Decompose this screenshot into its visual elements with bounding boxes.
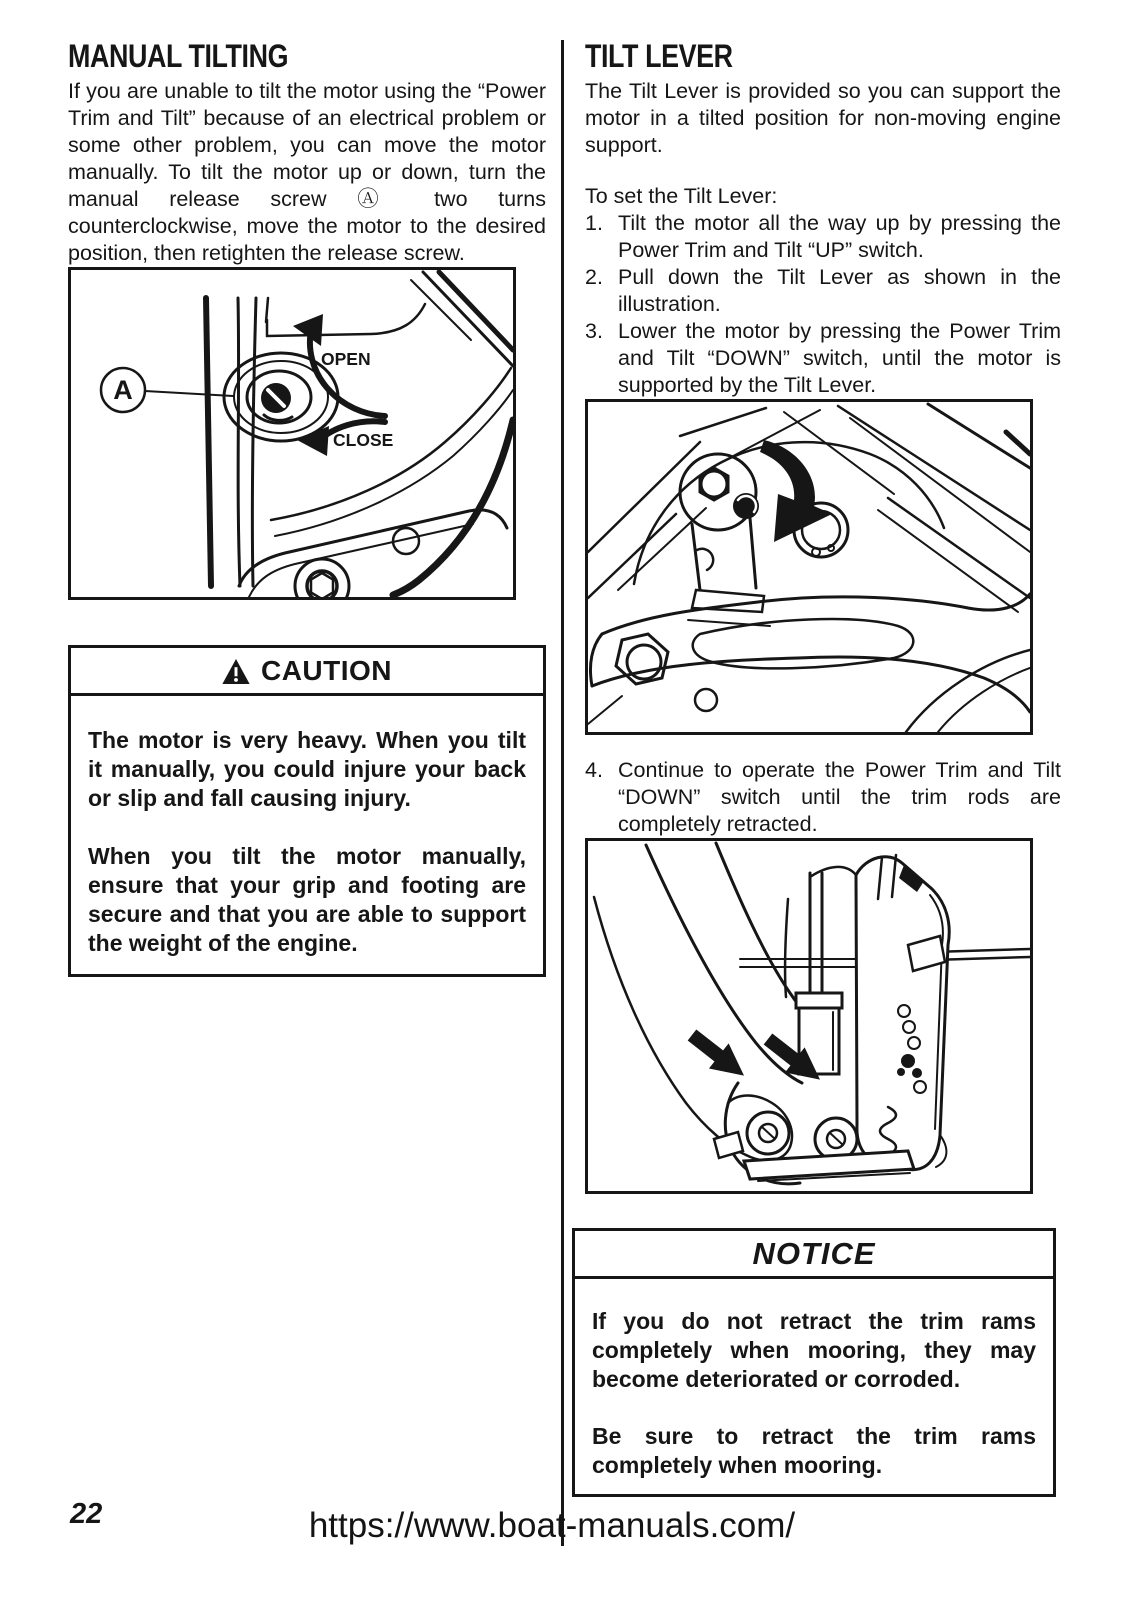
figure-trim-rods xyxy=(585,838,1033,1194)
caution-body xyxy=(71,696,543,974)
retract-arrow-icon xyxy=(682,1022,754,1088)
tilt-lever-illustration xyxy=(588,402,1030,732)
trim-rods-illustration xyxy=(588,841,1030,1191)
section-heading-text: TILT LEVER xyxy=(585,38,733,74)
step-text: Pull down the Tilt Lever as shown in the illustration. xyxy=(618,265,1061,316)
notice-box xyxy=(572,1228,1056,1497)
step-text: Tilt the motor all the way up by pressing the Power Trim and Tilt “UP” switch. xyxy=(618,211,1061,262)
caution-box xyxy=(68,645,546,977)
step-text: Continue to operate the Power Trim and Tilt “DOWN” switch until the trim rods are completely retracted. xyxy=(618,758,1061,836)
step-number: 4. xyxy=(585,758,603,782)
notice-paragraph: Be sure to retract the trim rams completely when mooring. xyxy=(592,1423,1036,1478)
step-number: 3. xyxy=(585,319,603,343)
manual-tilting-paragraph: If you are unable to tilt the motor using the “Power Trim and Tilt” because of an electrical problem or some other problem, you can move the motor manually. To tilt the motor up or down, turn the manual release screw Ⓐ two turns counterclockwise, move the motor to the desired position, then retighten the release screw. xyxy=(68,79,546,265)
notice-title: NOTICE xyxy=(752,1236,876,1271)
figure-label-a: A xyxy=(113,375,133,405)
step-3 xyxy=(585,318,1061,399)
step-number: 2. xyxy=(585,265,603,289)
figure-release-screw xyxy=(68,267,516,600)
notice-header xyxy=(575,1231,1053,1279)
warning-triangle-icon xyxy=(222,659,250,684)
section-heading-tilt-lever xyxy=(585,40,1061,73)
notice-body xyxy=(575,1279,1053,1494)
step-number: 1. xyxy=(585,211,603,235)
step-1 xyxy=(585,210,1061,264)
tilt-lever-intro: The Tilt Lever is provided so you can support the motor in a tilted position for non-moving engine support. xyxy=(585,79,1061,157)
close-arrowhead-icon xyxy=(297,426,329,456)
caution-paragraph: When you tilt the motor manually, ensure that your grip and footing are secure and that you are able to support the weight of the engine. xyxy=(88,843,526,956)
step-4 xyxy=(585,757,1061,838)
step-text: Lower the motor by pressing the Power Trim and Tilt “DOWN” switch, until the motor is supported by the Tilt Lever. xyxy=(618,319,1061,397)
section-heading-text: MANUAL TILTING xyxy=(68,38,289,74)
caution-paragraph: The motor is very heavy. When you tilt it manually, you could injure your back or slip and fall causing injury. xyxy=(88,727,526,811)
caution-header xyxy=(71,648,543,696)
open-label: OPEN xyxy=(321,349,371,369)
pull-down-arrow-icon xyxy=(760,440,832,542)
tilt-lever-list-intro: To set the Tilt Lever: xyxy=(585,184,778,208)
release-screw-illustration xyxy=(71,270,513,597)
section-heading-manual-tilting xyxy=(68,40,546,73)
caution-title: CAUTION xyxy=(260,655,393,686)
notice-paragraph: If you do not retract the trim rams completely when mooring, they may become deteriorated or corroded. xyxy=(592,1308,1036,1392)
column-divider xyxy=(561,40,564,1546)
bracket-strip-line xyxy=(206,298,211,586)
page-number: 22 xyxy=(70,1498,103,1530)
left-column xyxy=(68,40,546,977)
step-2 xyxy=(585,264,1061,318)
close-label: CLOSE xyxy=(333,430,394,450)
right-column xyxy=(585,40,1061,1497)
watermark-url: https://www.boat-manuals.com/ xyxy=(308,1506,796,1545)
figure-tilt-lever xyxy=(585,399,1033,735)
